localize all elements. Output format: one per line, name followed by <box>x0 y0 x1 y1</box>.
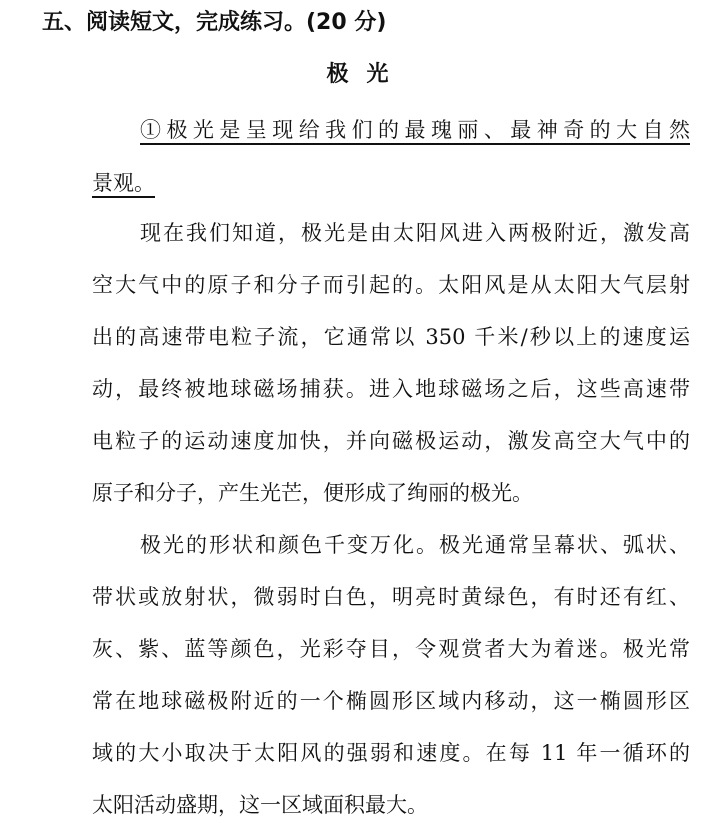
paragraph-2-line-4: 动，最终被地球磁场捕获。进入地球磁场之后，这些高速带 <box>92 377 690 401</box>
paragraph-3-line-2: 带状或放射状，微弱时白色，明亮时黄绿色，有时还有红、 <box>92 585 690 609</box>
paragraph-3-line-5: 域的大小取决于太阳风的强弱和速度。在每 11 年一循环的 <box>92 741 690 765</box>
paragraph-3-line-6: 太阳活动盛期，这一区域面积最大。 <box>92 793 428 817</box>
paragraph-2-line-1: 现在我们知道，极光是由太阳风进入两极附近，激发高 <box>140 221 690 245</box>
article-title: 极光 <box>326 62 407 87</box>
paragraph-3-line-3: 灰、紫、蓝等颜色，光彩夺目，令观赏者大为着迷。极光常 <box>92 637 690 661</box>
paragraph-2-line-3: 出的高速带电粒子流，它通常以 350 千米/秒以上的速度运 <box>92 325 690 349</box>
paragraph-2-line-6: 原子和分子，产生光芒，便形成了绚丽的极光。 <box>92 481 533 505</box>
paragraph-2-line-2: 空大气中的原子和分子而引起的。太阳风是从太阳大气层射 <box>92 273 690 297</box>
paragraph-1-line-1: ①极光是呈现给我们的最瑰丽、最神奇的大自然 <box>140 118 690 142</box>
paragraph-1-line-2: 景观。 <box>92 171 155 195</box>
paragraph-2-line-5: 电粒子的运动速度加快，并向磁极运动，激发高空大气中的 <box>92 429 690 453</box>
paragraph-3-line-1: 极光的形状和颜色千变万化。极光通常呈幕状、弧状、 <box>140 533 690 557</box>
paragraph-3-line-4: 常在地球磁极附近的一个椭圆形区域内移动，这一椭圆形区 <box>92 689 690 713</box>
section-heading: 五、阅读短文，完成练习。(20 分) <box>42 10 387 35</box>
